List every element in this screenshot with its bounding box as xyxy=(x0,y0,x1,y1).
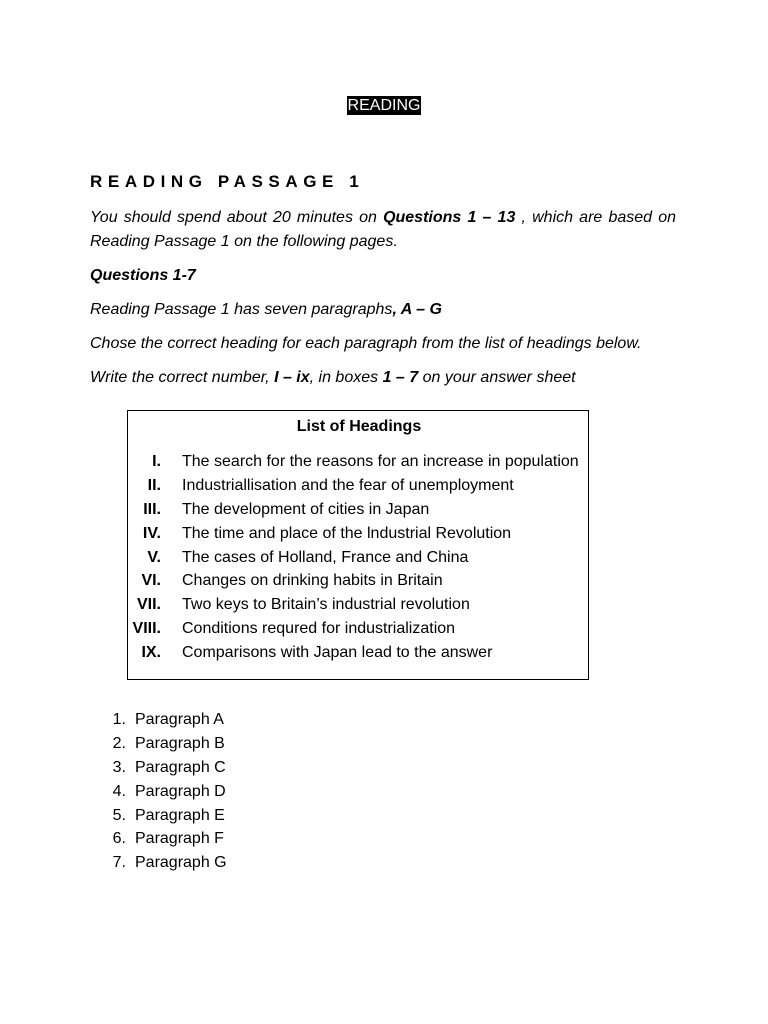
heading-numeral: VIII. xyxy=(132,620,161,638)
answer-number: 3. xyxy=(112,758,126,776)
instructions-text-start: You should spend about 20 minutes on xyxy=(90,209,384,226)
list-item xyxy=(90,708,224,732)
heading-item xyxy=(128,450,579,474)
answer-number: 7. xyxy=(112,854,126,872)
questions-label-text: Questions 1-7 xyxy=(90,267,196,284)
list-of-headings-title: List of Headings xyxy=(296,418,422,435)
list-item xyxy=(90,804,225,828)
heading-numeral: IX. xyxy=(141,644,161,662)
answer-label: Paragraph E xyxy=(135,806,225,824)
heading-numeral: VI. xyxy=(141,572,161,590)
heading-text: Comparisons with Japan lead to the answer xyxy=(182,644,493,662)
questions-label xyxy=(90,264,676,288)
heading-numeral: IV. xyxy=(142,524,161,542)
list-item xyxy=(90,756,226,780)
heading-item xyxy=(128,617,456,641)
heading-item xyxy=(128,522,512,546)
answer-instruction-text-3: on your answer sheet xyxy=(418,369,576,386)
heading-item xyxy=(128,641,493,665)
heading-text: Industriallisation and the fear of unemployment xyxy=(182,476,514,494)
answer-number: 4. xyxy=(112,782,126,800)
answer-label: Paragraph B xyxy=(135,734,225,752)
passage-heading: READING PASSAGE 1 xyxy=(90,172,365,191)
paragraph-count-instruction xyxy=(90,298,676,322)
heading-item xyxy=(128,474,514,498)
heading-text: Conditions requred for industrialization xyxy=(182,620,456,638)
answer-instruction-text-2: , in boxes xyxy=(309,369,383,386)
heading-text: The time and place of the lndustrial Revolution xyxy=(182,524,512,542)
heading-text: Two keys to Britain’s industrial revolution xyxy=(182,596,470,614)
page-title xyxy=(0,94,768,118)
instructions-text-end: , which are based on Reading Passage 1 on the following pages. xyxy=(90,209,676,250)
list-item xyxy=(90,732,225,756)
heading-text: The cases of Holland, France and China xyxy=(182,548,469,566)
answer-number: 6. xyxy=(112,830,126,848)
heading-numeral: II. xyxy=(147,476,161,494)
heading-text: Changes on drinking habits in Britain xyxy=(182,572,443,590)
numeral-range: I – ix xyxy=(274,369,310,386)
heading-item xyxy=(128,593,470,617)
heading-numeral: III. xyxy=(143,500,161,518)
list-item xyxy=(90,780,226,804)
list-item xyxy=(90,851,227,875)
box-range: 1 – 7 xyxy=(382,369,419,386)
instructions-paragraph xyxy=(90,206,676,254)
answer-number: 5. xyxy=(112,806,126,824)
heading-numeral: V. xyxy=(147,548,161,566)
paragraph-count-text: Reading Passage 1 has seven paragraphs xyxy=(90,301,393,318)
answer-label: Paragraph D xyxy=(135,782,226,800)
answer-number: 1. xyxy=(112,711,126,728)
answer-label: Paragraph C xyxy=(135,758,226,776)
heading-numeral: VII. xyxy=(136,596,161,614)
answer-number: 2. xyxy=(112,734,126,752)
answer-label: Paragraph A xyxy=(135,711,224,728)
heading-item xyxy=(128,498,430,522)
heading-text: The development of cities in Japan xyxy=(182,500,430,518)
instructions-questions-range: Questions 1 – 13 xyxy=(383,209,516,226)
paragraph-answer-list xyxy=(90,708,227,875)
answer-instruction-text-1: Write the correct number, xyxy=(90,369,275,386)
list-of-headings-box xyxy=(127,410,589,680)
answer-label: Paragraph G xyxy=(135,854,227,872)
choose-heading-instruction: Chose the correct heading for each paragraph from the list of headings below. xyxy=(90,335,642,352)
answer-label: Paragraph F xyxy=(135,830,224,848)
paragraph-range: , A – G xyxy=(392,301,442,318)
heading-item xyxy=(128,546,469,570)
page-title-text: READING xyxy=(347,97,421,114)
headings-list xyxy=(128,450,579,665)
heading-numeral: I. xyxy=(152,453,161,470)
heading-text: The search for the reasons for an increase in population xyxy=(182,453,579,470)
heading-item xyxy=(128,569,443,593)
list-item xyxy=(90,827,224,851)
answer-sheet-instruction xyxy=(90,366,676,390)
